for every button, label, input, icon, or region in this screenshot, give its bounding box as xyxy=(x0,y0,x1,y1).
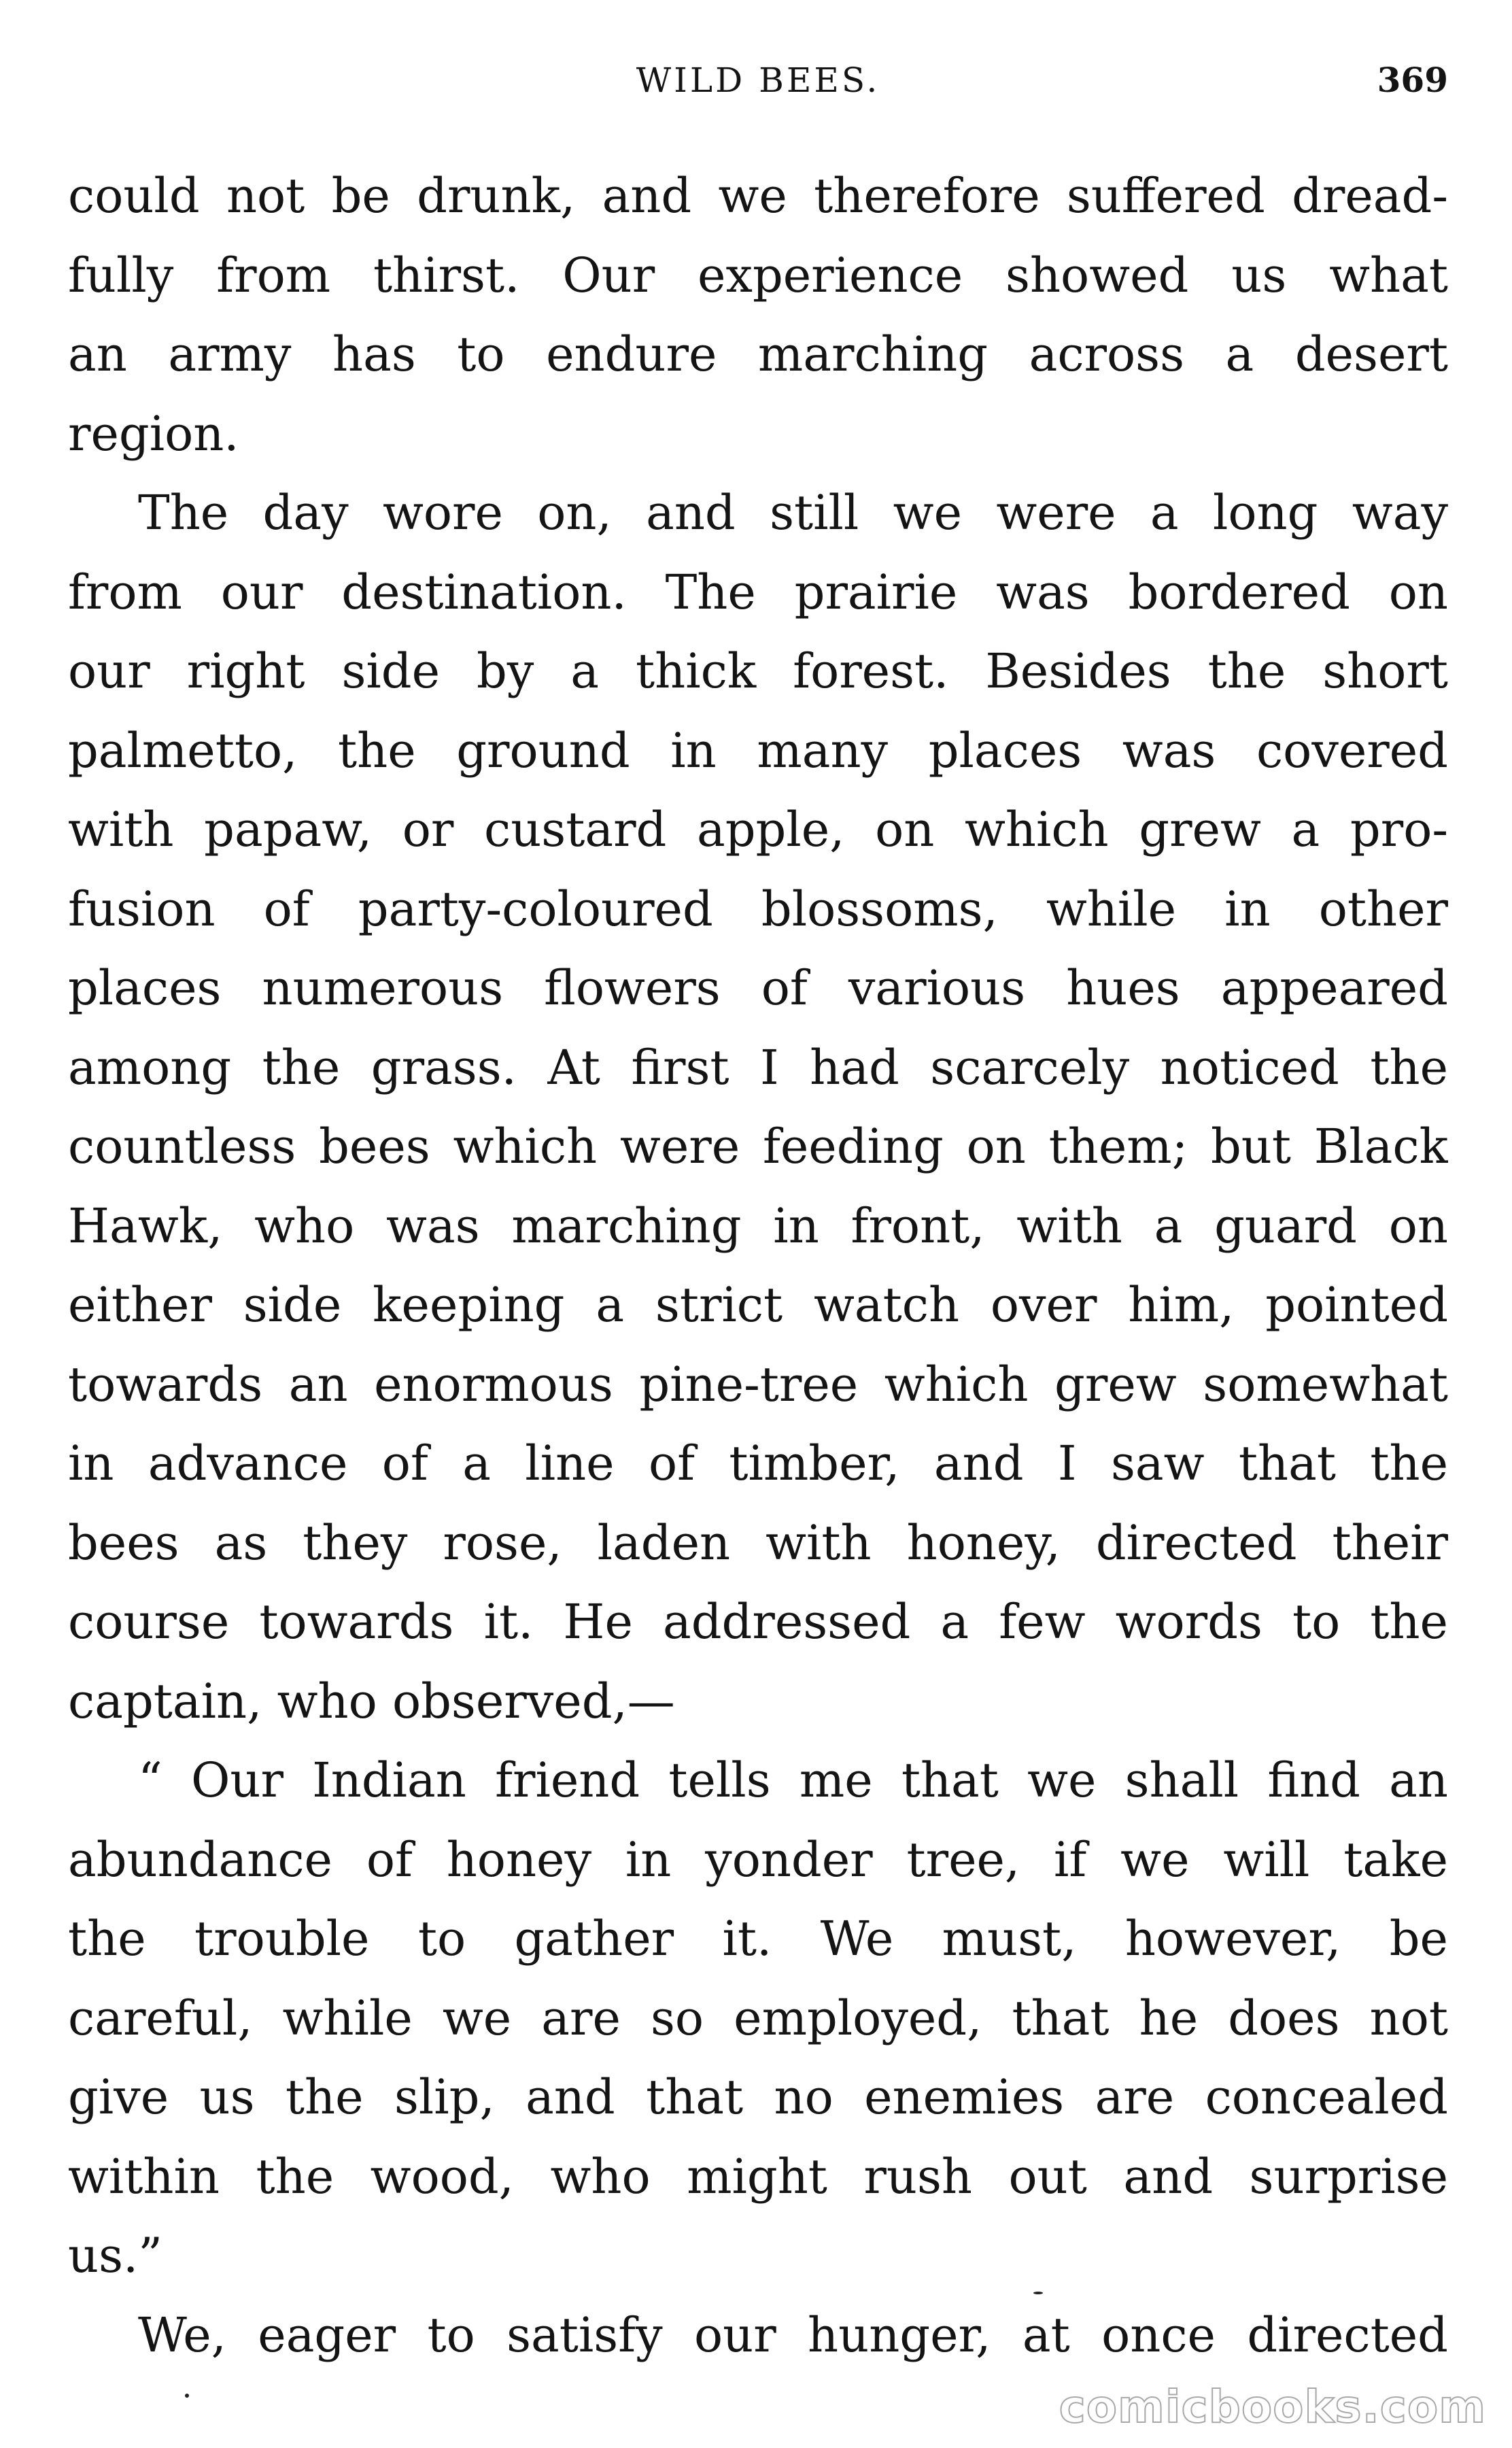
text-line: among the grass. At first I had scarcely noticed the xyxy=(68,1039,1448,1095)
text-line: “ Our Indian friend tells me that we shall find an xyxy=(138,1752,1448,1808)
print-speck xyxy=(1033,2292,1043,2294)
text-line: fully from thirst. Our experience showed us what xyxy=(68,247,1448,303)
text-line: could not be drunk, and we therefore suffered dread- xyxy=(68,168,1448,224)
text-line: with papaw, or custard apple, on which grew a pro- xyxy=(68,802,1448,857)
text-line: towards an enormous pine-tree which grew somewhat xyxy=(68,1356,1448,1412)
text-line: either side keeping a strict watch over him, pointed xyxy=(68,1277,1448,1333)
text-line: We, eager to satisfy our hunger, at once directed xyxy=(138,2307,1448,2363)
text-line: captain, who observed,— xyxy=(68,1673,675,1729)
text-line: places numerous flowers of various hues appeared xyxy=(68,960,1448,1016)
text-line: fusion of party-coloured blossoms, while in other xyxy=(68,881,1448,937)
running-title: WILD BEES. xyxy=(636,61,880,100)
text-line: in advance of a line of timber, and I saw that the xyxy=(68,1435,1448,1491)
text-line: the trouble to gather it. We must, however, be xyxy=(68,1911,1448,1967)
print-speck xyxy=(185,2394,189,2398)
text-line: from our destination. The prairie was bordered on xyxy=(68,564,1448,620)
text-line: bees as they rose, laden with honey, directed their xyxy=(68,1514,1448,1571)
text-line: within the wood, who might rush out and surprise xyxy=(68,2148,1448,2205)
text-line: us.” xyxy=(68,2228,163,2283)
text-line: an army has to endure marching across a desert xyxy=(68,326,1448,382)
text-line: The day wore on, and still we were a long way xyxy=(138,485,1448,541)
text-line: abundance of honey in yonder tree, if we will take xyxy=(68,1831,1448,1888)
body-text xyxy=(68,156,1448,2375)
text-line: our right side by a thick forest. Besides the short xyxy=(68,643,1448,699)
text-line: careful, while we are so employed, that he does not xyxy=(68,1990,1448,2046)
text-line: Hawk, who was marching in front, with a guard on xyxy=(68,1197,1448,1254)
running-head xyxy=(68,60,1448,101)
text-line: course towards it. He addressed a few words to the xyxy=(68,1594,1448,1650)
text-line: palmetto, the ground in many places was covered xyxy=(68,722,1448,779)
text-line: give us the slip, and that no enemies are concealed xyxy=(68,2069,1448,2125)
text-line: countless bees which were feeding on them; but Black xyxy=(68,1119,1448,1174)
page-number: 369 xyxy=(1377,60,1448,100)
text-line: region. xyxy=(68,405,239,462)
watermark-logo: comicbooks.com xyxy=(1059,2381,1486,2433)
